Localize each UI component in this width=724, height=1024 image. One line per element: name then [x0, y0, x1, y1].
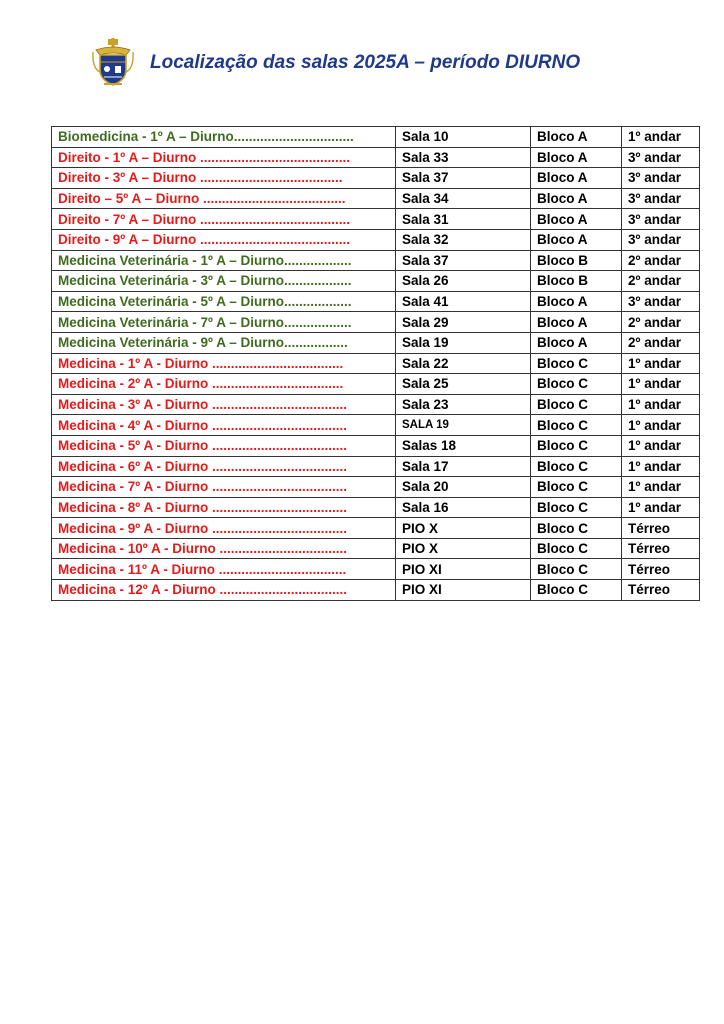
table-row: [52, 250, 700, 271]
floor-cell: 1º andar: [622, 477, 700, 498]
block-cell: Bloco C: [531, 518, 622, 539]
floor-cell: 3º andar: [622, 229, 700, 250]
table-row: [52, 291, 700, 312]
block-cell: Bloco C: [531, 394, 622, 415]
room-cell: PIO XI: [396, 559, 531, 580]
block-cell: Bloco C: [531, 456, 622, 477]
course-cell: Medicina - 8º A - Diurno ....................................: [52, 497, 396, 518]
room-cell: Sala 16: [396, 497, 531, 518]
table-row: [52, 168, 700, 189]
floor-cell: 2º andar: [622, 250, 700, 271]
table-row: [52, 477, 700, 498]
room-cell: PIO X: [396, 538, 531, 559]
course-cell: Medicina - 2º A - Diurno ...................................: [52, 374, 396, 395]
block-cell: Bloco C: [531, 580, 622, 601]
room-cell: Sala 32: [396, 229, 531, 250]
block-cell: Bloco C: [531, 559, 622, 580]
floor-cell: Térreo: [622, 538, 700, 559]
block-cell: Bloco C: [531, 497, 622, 518]
floor-cell: 1º andar: [622, 497, 700, 518]
room-cell: Sala 31: [396, 209, 531, 230]
course-cell: Direito - 7º A – Diurno ........................................: [52, 209, 396, 230]
floor-cell: Térreo: [622, 518, 700, 539]
course-cell: Medicina Veterinária - 3º A – Diurno..................: [52, 271, 396, 292]
room-cell: PIO X: [396, 518, 531, 539]
block-cell: Bloco C: [531, 374, 622, 395]
floor-cell: 3º andar: [622, 147, 700, 168]
floor-cell: 1º andar: [622, 127, 700, 148]
table-row: [52, 456, 700, 477]
room-cell: Sala 10: [396, 127, 531, 148]
floor-cell: 3º andar: [622, 291, 700, 312]
table-row: [52, 209, 700, 230]
block-cell: Bloco A: [531, 188, 622, 209]
room-cell: Sala 20: [396, 477, 531, 498]
room-cell: Sala 37: [396, 250, 531, 271]
page-header: [90, 38, 650, 88]
block-cell: Bloco A: [531, 332, 622, 353]
course-cell: Medicina - 4º A - Diurno ....................................: [52, 415, 396, 436]
rooms-table-body: [52, 127, 700, 601]
room-cell: Salas 18: [396, 435, 531, 456]
table-row: [52, 188, 700, 209]
room-cell: Sala 25: [396, 374, 531, 395]
block-cell: Bloco A: [531, 127, 622, 148]
floor-cell: 1º andar: [622, 456, 700, 477]
floor-cell: 1º andar: [622, 415, 700, 436]
block-cell: Bloco C: [531, 435, 622, 456]
floor-cell: 1º andar: [622, 374, 700, 395]
room-cell: Sala 34: [396, 188, 531, 209]
block-cell: Bloco B: [531, 271, 622, 292]
room-cell: Sala 29: [396, 312, 531, 333]
block-cell: Bloco C: [531, 353, 622, 374]
course-cell: Medicina - 7º A - Diurno ....................................: [52, 477, 396, 498]
course-cell: Biomedicina - 1º A – Diurno................................: [52, 127, 396, 148]
floor-cell: Térreo: [622, 559, 700, 580]
room-cell: PIO XI: [396, 580, 531, 601]
block-cell: Bloco A: [531, 168, 622, 189]
course-cell: Direito - 3º A – Diurno ......................................: [52, 168, 396, 189]
floor-cell: 1º andar: [622, 353, 700, 374]
floor-cell: 1º andar: [622, 435, 700, 456]
table-row: [52, 353, 700, 374]
block-cell: Bloco A: [531, 291, 622, 312]
floor-cell: 2º andar: [622, 312, 700, 333]
table-row: [52, 271, 700, 292]
course-cell: Direito - 9º A – Diurno ........................................: [52, 229, 396, 250]
block-cell: Bloco A: [531, 312, 622, 333]
room-cell: Sala 22: [396, 353, 531, 374]
table-row: [52, 435, 700, 456]
page-title: Localização das salas 2025A – período DIURNO: [150, 52, 581, 73]
table-row: [52, 580, 700, 601]
crest-shield-icon: [90, 38, 136, 88]
table-row: [52, 374, 700, 395]
floor-cell: 1º andar: [622, 394, 700, 415]
floor-cell: 2º andar: [622, 271, 700, 292]
block-cell: Bloco A: [531, 229, 622, 250]
room-cell: Sala 33: [396, 147, 531, 168]
course-cell: Medicina - 5º A - Diurno ....................................: [52, 435, 396, 456]
floor-cell: 2º andar: [622, 332, 700, 353]
course-cell: Medicina - 12º A - Diurno ..................................: [52, 580, 396, 601]
table-row: [52, 312, 700, 333]
course-cell: Medicina - 3º A - Diurno ....................................: [52, 394, 396, 415]
block-cell: Bloco C: [531, 477, 622, 498]
table-row: [52, 538, 700, 559]
course-cell: Medicina - 6º A - Diurno ....................................: [52, 456, 396, 477]
course-cell: Medicina - 10º A - Diurno ..................................: [52, 538, 396, 559]
course-cell: Medicina Veterinária - 1º A – Diurno..................: [52, 250, 396, 271]
room-cell: SALA 19: [396, 415, 531, 436]
table-row: [52, 559, 700, 580]
table-row: [52, 127, 700, 148]
block-cell: Bloco B: [531, 250, 622, 271]
table-row: [52, 415, 700, 436]
room-cell: Sala 41: [396, 291, 531, 312]
block-cell: Bloco C: [531, 538, 622, 559]
floor-cell: 3º andar: [622, 188, 700, 209]
room-cell: Sala 17: [396, 456, 531, 477]
table-row: [52, 332, 700, 353]
course-cell: Medicina Veterinária - 7º A – Diurno..................: [52, 312, 396, 333]
room-cell: Sala 19: [396, 332, 531, 353]
course-cell: Medicina - 11º A - Diurno ..................................: [52, 559, 396, 580]
course-cell: Medicina - 1º A - Diurno ...................................: [52, 353, 396, 374]
table-row: [52, 394, 700, 415]
table-row: [52, 229, 700, 250]
table-row: [52, 147, 700, 168]
course-cell: Medicina Veterinária - 5º A – Diurno..................: [52, 291, 396, 312]
room-cell: Sala 23: [396, 394, 531, 415]
block-cell: Bloco A: [531, 209, 622, 230]
block-cell: Bloco C: [531, 415, 622, 436]
floor-cell: 3º andar: [622, 168, 700, 189]
table-row: [52, 497, 700, 518]
course-cell: Medicina - 9º A - Diurno ....................................: [52, 518, 396, 539]
rooms-table: [51, 126, 700, 601]
floor-cell: Térreo: [622, 580, 700, 601]
block-cell: Bloco A: [531, 147, 622, 168]
room-cell: Sala 37: [396, 168, 531, 189]
table-row: [52, 518, 700, 539]
room-cell: Sala 26: [396, 271, 531, 292]
course-cell: Medicina Veterinária - 9º A – Diurno.................: [52, 332, 396, 353]
course-cell: Direito – 5º A – Diurno ......................................: [52, 188, 396, 209]
floor-cell: 3º andar: [622, 209, 700, 230]
course-cell: Direito - 1º A – Diurno ........................................: [52, 147, 396, 168]
